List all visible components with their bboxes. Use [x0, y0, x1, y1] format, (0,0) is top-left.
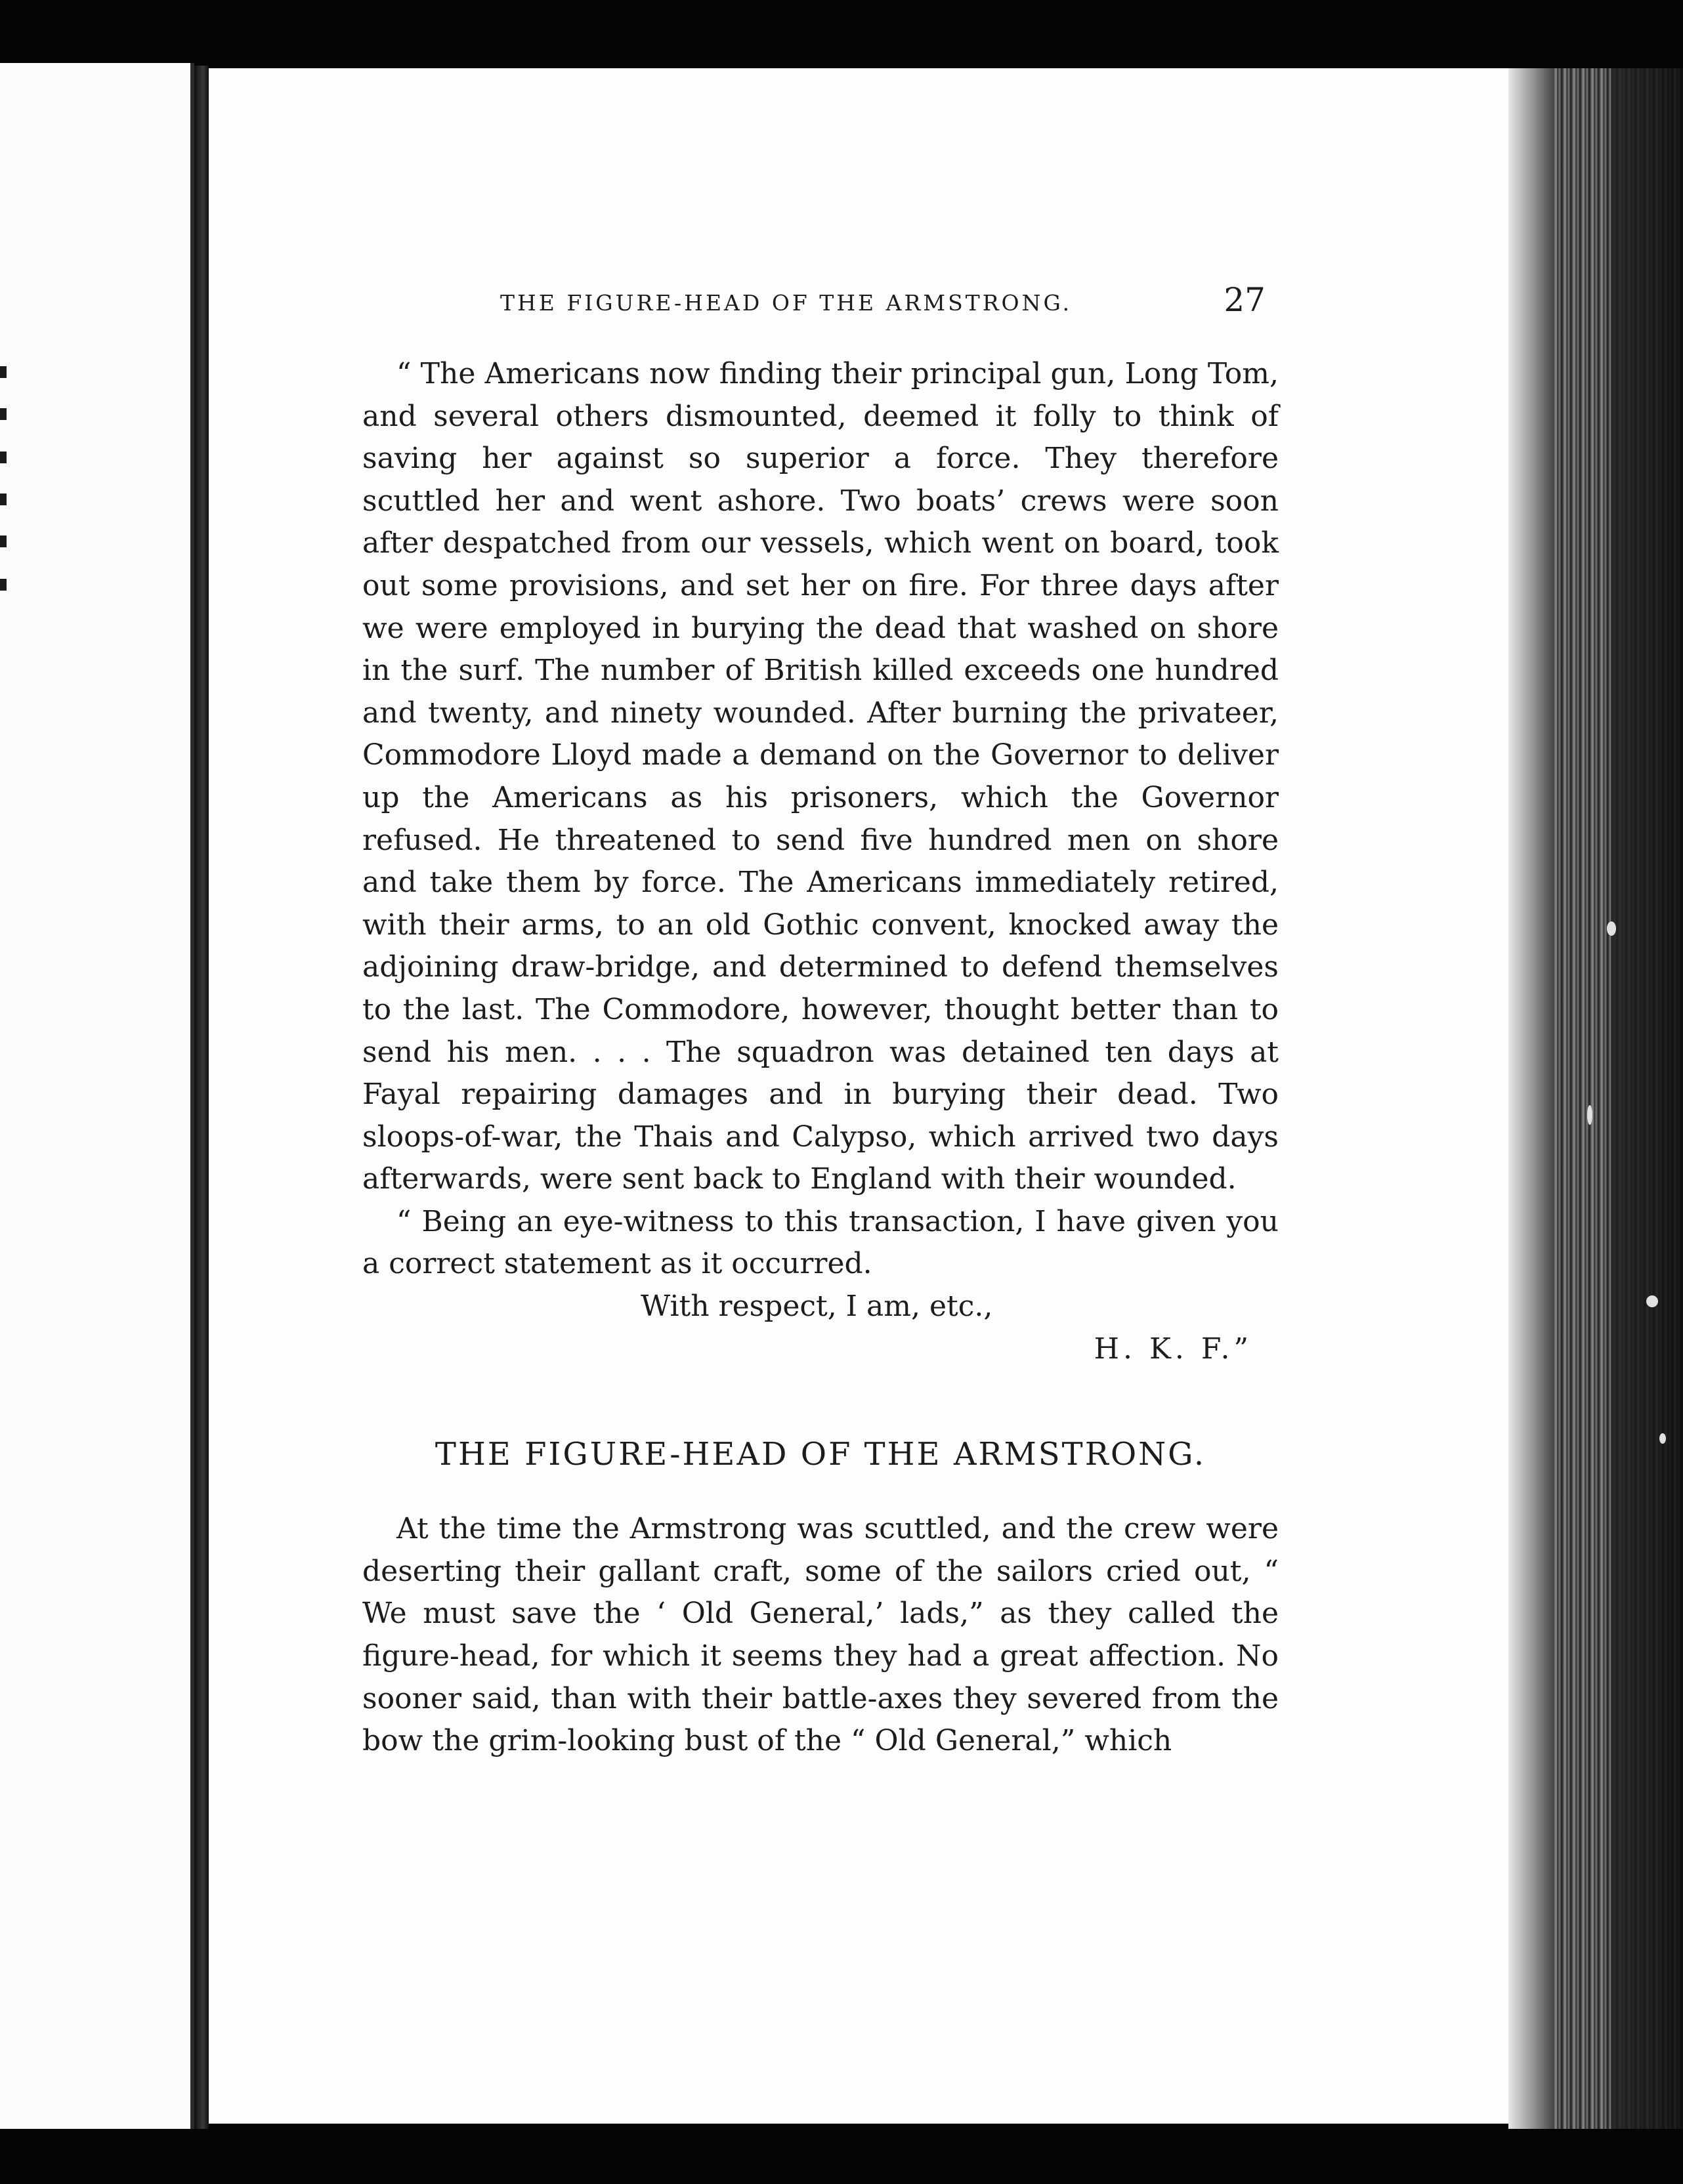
running-head-title: THE FIGURE-HEAD OF THE ARMSTRONG.	[500, 290, 1073, 316]
facing-page-text-fragment	[0, 452, 7, 463]
scan-speck	[1587, 1105, 1592, 1125]
section-heading: THE FIGURE-HEAD OF THE ARMSTRONG.	[435, 1436, 1206, 1473]
facing-page-text-fragment	[0, 494, 7, 505]
letter-signoff: With respect, I am, etc.,	[641, 1290, 993, 1324]
facing-page-text-fragment	[0, 408, 7, 420]
scan-speck	[1646, 1295, 1658, 1307]
page-number: 27	[1224, 281, 1266, 319]
page-edge-highlight	[1508, 68, 1554, 2129]
letter-signature: H. K. F.”	[1094, 1332, 1252, 1366]
facing-page-edge	[0, 63, 194, 2129]
letter-paragraph: “ Being an eye-witness to this transaction, I have given you a correct statement as it occurred.	[362, 1204, 1279, 1281]
scan-speck	[1607, 921, 1616, 936]
scan-speck	[1659, 1433, 1666, 1444]
running-head	[362, 281, 1279, 323]
book-gutter	[194, 66, 209, 2129]
letter-paragraph: “ The Americans now finding their principal gun, Long Tom, and several others dismounted, deemed it folly to think of saving her against so superior a force. They therefore scuttled her and went ashore. Two boats’ crews were soon after despatched from our vessels, which went on board, took out some provisions, and set her on fire. For three days after we were employed in burying the dead that washed on shore in the surf. The number of British killed exceeds one hundred and twenty, and ninety wounded. After burning the privateer, Commodore Lloyd made a demand on the Governor to deliver up the Americans as his prisoners, which the Governor refused. He threatened to send five hundred men on shore and take them by force. The Americans immediately retired, with their arms, to an old Gothic convent, knocked away the adjoining draw-bridge, and determined to defend themselves to the last. The Commodore, however, thought better than to send his men. . . . The squadron was detained ten days at Fayal repairing damages and in burying their dead. Two sloops-of-war, the Thais and Calypso, which arrived two days afterwards, were sent back to England with their wounded.	[362, 357, 1279, 1196]
facing-page-text-fragment	[0, 366, 7, 378]
page-edge-shadow	[1611, 68, 1683, 2129]
facing-page-text-fragment	[0, 579, 7, 591]
page-stack-edges	[1508, 68, 1683, 2129]
facing-page-text-fragment	[0, 536, 7, 547]
page-text	[362, 281, 1279, 1763]
section-paragraph: At the time the Armstrong was scuttled, and the crew were deserting their gallant craft, some of the sailors cried out, “ We must save the ‘ Old General,’ lads,” as they called the figure-head, for which it seems they had a great affection. No sooner said, than with their battle-axes they severed from the bow the grim-looking bust of the “ Old General,” which	[362, 1512, 1279, 1758]
